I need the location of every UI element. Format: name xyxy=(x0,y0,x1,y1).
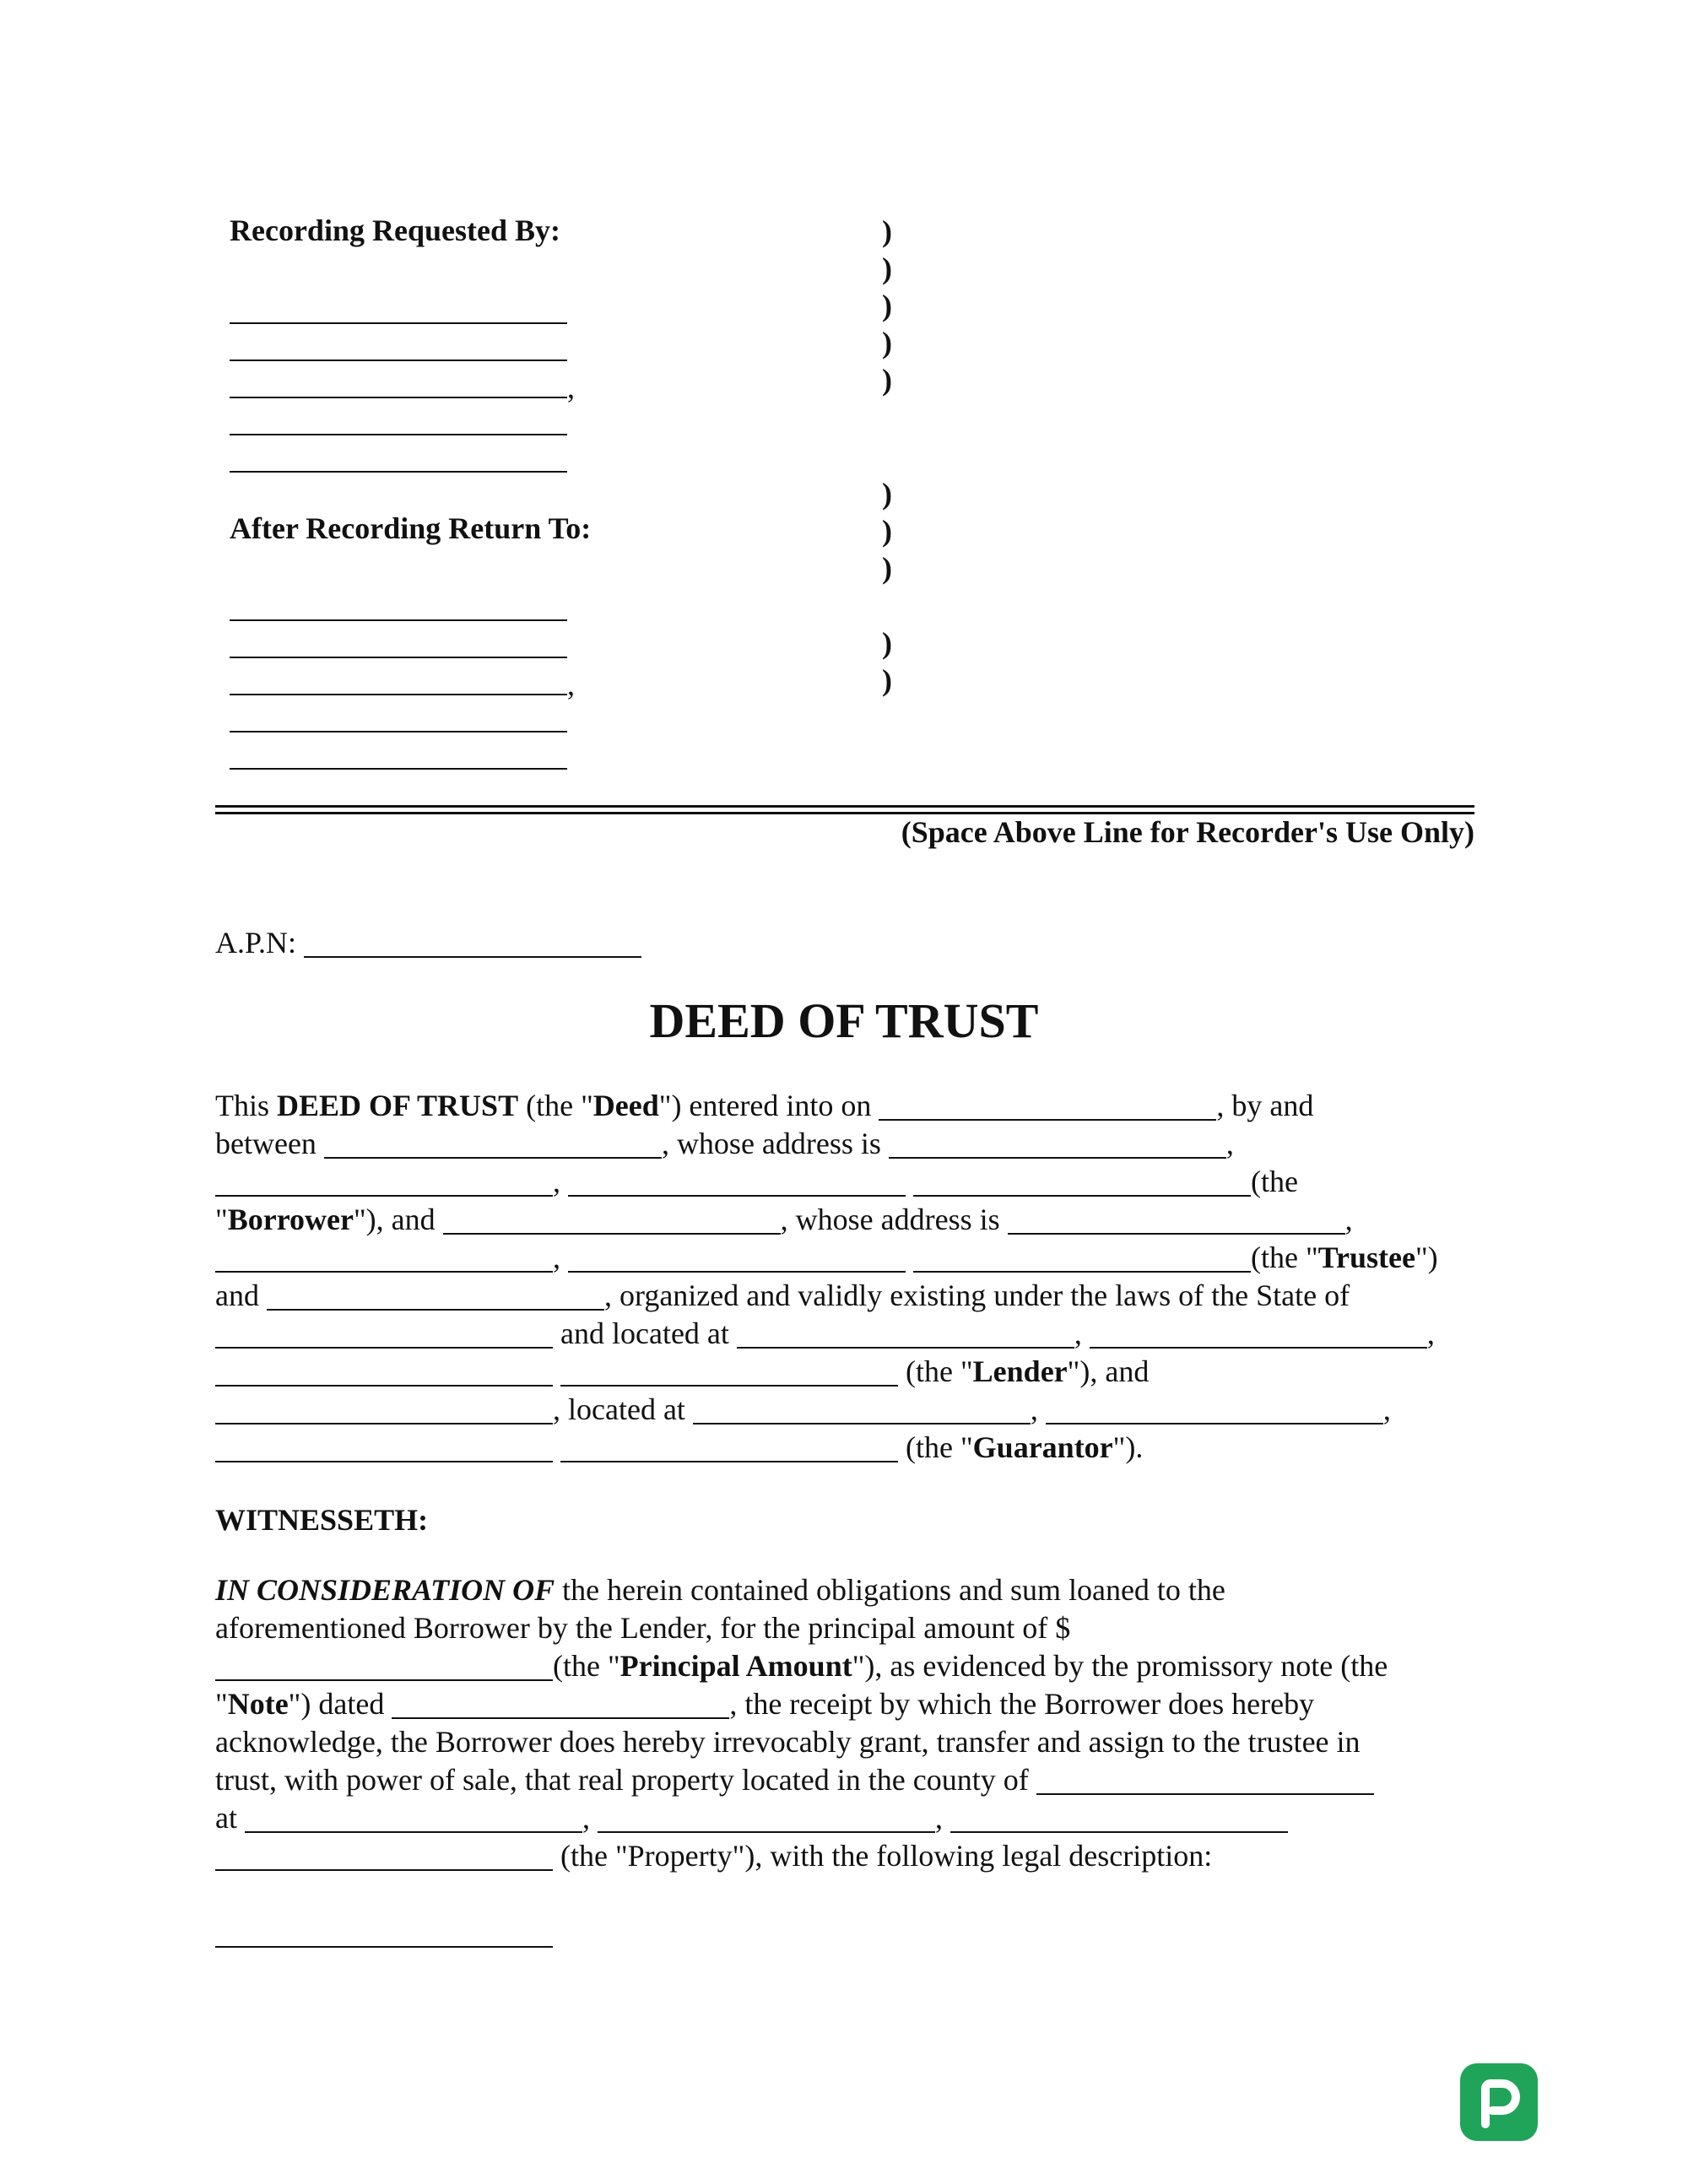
guarantor-name-field[interactable] xyxy=(215,1392,553,1424)
note-date-field[interactable] xyxy=(392,1687,729,1719)
paren-mark: ) xyxy=(882,663,892,697)
property-state-field[interactable] xyxy=(950,1801,1288,1833)
text: , the receipt by which the Borrower does hereby xyxy=(729,1687,1315,1721)
paren-mark: ) xyxy=(882,477,892,511)
text: Borrower xyxy=(227,1203,354,1236)
text: , organized and validly existing under the laws of the State of xyxy=(603,1279,1350,1312)
paren-mark: ) xyxy=(882,363,892,397)
intro-line-2 xyxy=(215,1125,1234,1163)
lender-zip-field[interactable] xyxy=(560,1354,898,1387)
comma: , xyxy=(567,668,575,701)
trustee-name-field[interactable] xyxy=(443,1203,781,1235)
text: , whose address is xyxy=(780,1203,1008,1236)
text: (the " xyxy=(898,1430,973,1464)
text: Guarantor xyxy=(972,1430,1113,1464)
intro-line-5 xyxy=(215,1239,1438,1277)
trustee-state-field[interactable] xyxy=(568,1241,906,1273)
text: ") xyxy=(1415,1241,1438,1274)
intro-line-4 xyxy=(215,1201,1353,1239)
borrower-name-field[interactable] xyxy=(324,1127,662,1159)
property-zip-field[interactable] xyxy=(215,1839,553,1871)
text: aforementioned Borrower by the Lender, for the principal amount of $ xyxy=(215,1611,1071,1645)
text: "), and xyxy=(353,1203,443,1236)
consideration-line-4 xyxy=(215,1685,1314,1723)
consideration-line-6 xyxy=(215,1761,1374,1799)
intro-line-6 xyxy=(215,1277,1350,1315)
guarantor-city-field[interactable] xyxy=(1046,1392,1383,1424)
text: " xyxy=(215,1687,228,1721)
requested-by-line-5[interactable] xyxy=(230,471,567,473)
recorder-use-note: (Space Above Line for Recorder's Use Only) xyxy=(901,815,1474,849)
p-logo-icon xyxy=(1460,2063,1538,2141)
text: trust, with power of sale, that real property located in the county of xyxy=(215,1763,1036,1797)
lender-name-field[interactable] xyxy=(267,1279,604,1311)
text: (the " xyxy=(518,1089,593,1122)
text: , located at xyxy=(553,1392,693,1426)
comma: , xyxy=(567,370,575,404)
text: (the " xyxy=(1251,1241,1318,1274)
witnesseth-heading: WITNESSETH: xyxy=(215,1503,429,1537)
text: (the "Property"), with the following legal description: xyxy=(553,1839,1213,1873)
deed-date-field[interactable] xyxy=(879,1089,1216,1121)
text: ") dated xyxy=(288,1687,392,1721)
text: This xyxy=(215,1089,278,1122)
document-title: DEED OF TRUST xyxy=(649,993,1039,1048)
requested-by-line-3[interactable] xyxy=(230,397,567,398)
lender-address-field[interactable] xyxy=(737,1316,1074,1349)
return-to-line-4[interactable] xyxy=(230,731,567,733)
consideration-line-8 xyxy=(215,1837,1212,1875)
text: " xyxy=(215,1203,228,1236)
consideration-line-7 xyxy=(215,1799,1288,1837)
text: Principal Amount xyxy=(619,1649,852,1683)
trustee-city-field[interactable] xyxy=(215,1241,553,1273)
intro-line-9 xyxy=(215,1391,1391,1429)
text: , xyxy=(1030,1392,1038,1426)
intro-line-7 xyxy=(215,1315,1435,1353)
borrower-state-field[interactable] xyxy=(568,1165,906,1197)
borrower-address-field[interactable] xyxy=(889,1127,1226,1159)
text: , whose address is xyxy=(661,1127,889,1160)
lender-city-field[interactable] xyxy=(1090,1316,1427,1349)
paren-mark: ) xyxy=(882,326,892,359)
text: , xyxy=(582,1801,590,1835)
paren-mark: ) xyxy=(882,289,892,322)
intro-line-1 xyxy=(215,1087,1313,1125)
text: and xyxy=(215,1279,267,1312)
guarantor-zip-field[interactable] xyxy=(560,1430,898,1462)
return-to-line-1[interactable] xyxy=(230,619,567,621)
guarantor-address-field[interactable] xyxy=(693,1392,1031,1424)
text: , by and xyxy=(1216,1089,1314,1122)
text: Note xyxy=(227,1687,289,1721)
text: DEED OF TRUST xyxy=(277,1089,519,1122)
requested-by-line-2[interactable] xyxy=(230,359,567,361)
text: , xyxy=(1225,1127,1234,1160)
text: the herein contained obligations and sum loaned to the xyxy=(555,1573,1225,1607)
paren-mark: ) xyxy=(882,626,892,660)
legal-description-field[interactable] xyxy=(215,1946,553,1948)
intro-line-8 xyxy=(215,1353,1149,1391)
paren-mark: ) xyxy=(882,514,892,548)
consideration-line-5 xyxy=(215,1723,1361,1761)
trustee-address-field[interactable] xyxy=(1008,1203,1345,1235)
paren-mark: ) xyxy=(882,251,892,285)
text: , xyxy=(1426,1316,1435,1350)
paren-mark: ) xyxy=(882,551,892,585)
property-city-field[interactable] xyxy=(598,1801,935,1833)
text: , xyxy=(934,1801,943,1835)
trustee-zip-field[interactable] xyxy=(913,1241,1251,1273)
text: (the xyxy=(1251,1165,1298,1198)
intro-line-10 xyxy=(215,1429,1143,1467)
consideration-line-3 xyxy=(215,1647,1388,1685)
lender-state-field[interactable] xyxy=(215,1316,553,1349)
lender-region-field[interactable] xyxy=(215,1354,553,1387)
text: between xyxy=(215,1127,324,1160)
text: Trustee xyxy=(1317,1241,1415,1274)
guarantor-state-field[interactable] xyxy=(215,1430,553,1462)
text: "), and xyxy=(1067,1354,1150,1388)
return-to-line-5[interactable] xyxy=(230,768,567,770)
text: Lender xyxy=(972,1354,1068,1388)
after-recording-return-to-label: After Recording Return To: xyxy=(230,511,592,545)
text: "), as evidenced by the promissory note (the xyxy=(852,1649,1388,1683)
text: , xyxy=(1382,1392,1391,1426)
county-field[interactable] xyxy=(1036,1763,1374,1795)
return-to-line-3[interactable] xyxy=(230,694,567,695)
recorder-rule-top xyxy=(215,805,1474,808)
text: and located at xyxy=(553,1316,737,1350)
text: , xyxy=(553,1165,560,1198)
return-to-line-2[interactable] xyxy=(230,657,567,658)
apn-row xyxy=(215,925,641,960)
text: acknowledge, the Borrower does hereby irrevocably grant, transfer and assign to the trustee in xyxy=(215,1725,1361,1759)
text: Deed xyxy=(592,1089,659,1122)
text: , xyxy=(1344,1203,1353,1236)
principal-amount-field[interactable] xyxy=(215,1649,553,1681)
intro-line-3 xyxy=(215,1163,1298,1201)
paren-mark: ) xyxy=(882,214,892,248)
borrower-city-field[interactable] xyxy=(215,1165,553,1197)
apn-field[interactable] xyxy=(304,926,641,958)
text: (the " xyxy=(898,1354,973,1388)
consideration-line-2 xyxy=(215,1609,1070,1647)
property-address-field[interactable] xyxy=(245,1801,582,1833)
recording-requested-by-label: Recording Requested By: xyxy=(230,214,560,247)
text: at xyxy=(215,1801,245,1835)
requested-by-line-1[interactable] xyxy=(230,322,567,324)
requested-by-line-4[interactable] xyxy=(230,434,567,435)
consideration-line-1 xyxy=(215,1571,1225,1609)
text: (the " xyxy=(553,1649,620,1683)
text: , xyxy=(1074,1316,1082,1350)
text: , xyxy=(553,1241,560,1274)
apn-label: A.P.N: xyxy=(215,926,297,960)
borrower-zip-field[interactable] xyxy=(913,1165,1251,1197)
text: ") entered into on xyxy=(658,1089,879,1122)
text: "). xyxy=(1112,1430,1144,1464)
text: IN CONSIDERATION OF xyxy=(215,1573,555,1607)
